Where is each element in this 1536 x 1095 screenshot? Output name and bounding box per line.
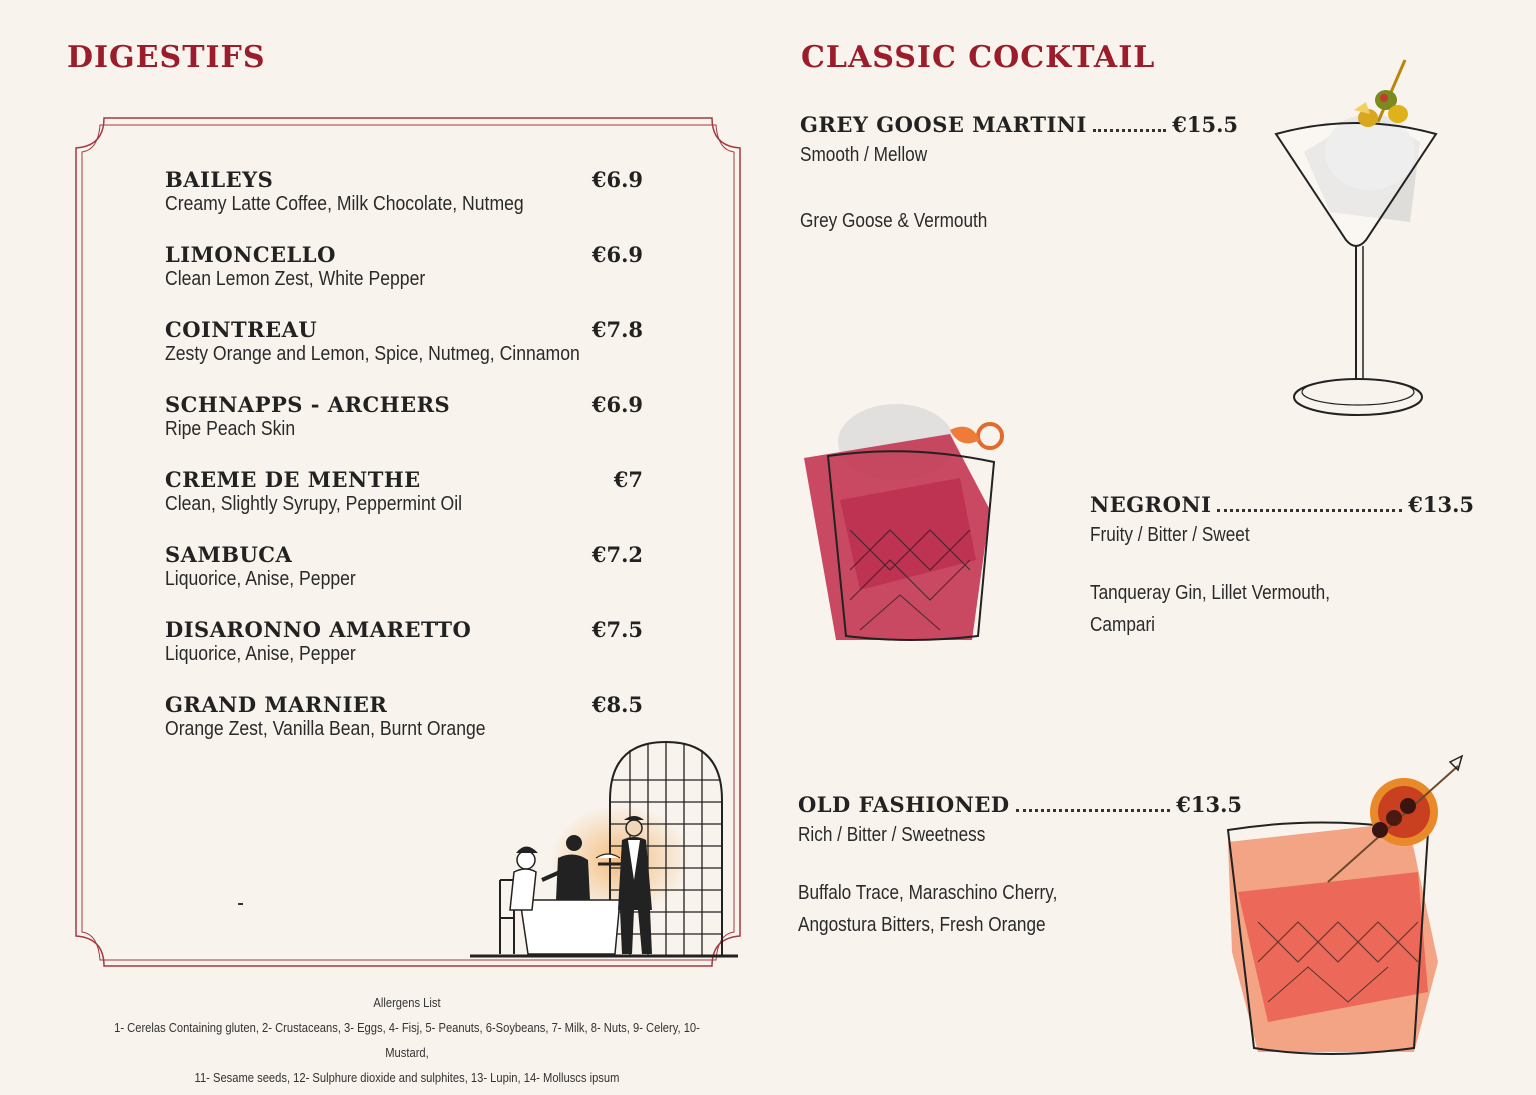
digestif-item (165, 617, 643, 677)
dot-leader (1093, 129, 1166, 132)
item-name: SAMBUCA (165, 542, 293, 567)
item-name: BAILEYS (165, 167, 274, 192)
item-description: Liquorice, Anise, Pepper (165, 568, 356, 590)
digestifs-title: DIGESTIFS (67, 40, 266, 75)
item-price: €15.5 (1172, 112, 1238, 137)
item-price: €7.8 (591, 317, 643, 342)
cocktail-item-old-fashioned (798, 792, 1242, 941)
allergens-line-1: 1- Cerelas Containing gluten, 2- Crustaceans, 3- Eggs, 4- Fisj, 5- Peanuts, 6-Soybeans, 7- Milk, 8- Nuts, 9- Celery, 10- Mustard, (114, 1020, 700, 1060)
item-name: CREME DE MENTHE (165, 467, 421, 492)
item-name: DISARONNO AMARETTO (165, 617, 472, 642)
digestif-item (165, 542, 643, 602)
digestif-item (165, 392, 643, 452)
dot-leader (1016, 809, 1171, 812)
ingredients: Grey Goose & Vermouth (800, 210, 988, 232)
digestif-item (165, 167, 643, 227)
cocktails-title: CLASSIC COCKTAIL (801, 40, 1156, 75)
decorative-dash (238, 903, 243, 905)
item-description: Liquorice, Anise, Pepper (165, 643, 356, 665)
item-price: €8.5 (591, 692, 643, 717)
item-price: €13.5 (1408, 492, 1474, 517)
ingredients-line-1: Buffalo Trace, Maraschino Cherry, (798, 882, 1058, 904)
cocktail-item-negroni (1090, 492, 1474, 641)
flavor-profile: Smooth / Mellow (800, 144, 928, 166)
item-price: €6.9 (591, 242, 643, 267)
item-price: €7.5 (591, 617, 643, 642)
item-description: Zesty Orange and Lemon, Spice, Nutmeg, Cinnamon (165, 343, 580, 365)
item-name: LIMONCELLO (165, 242, 336, 267)
digestif-item (165, 242, 643, 302)
digestif-item (165, 317, 643, 377)
ingredients-line-2: Angostura Bitters, Fresh Orange (798, 914, 1046, 936)
item-name: OLD FASHIONED (798, 792, 1010, 817)
allergens-line-2: 11- Sesame seeds, 12- Sulphure dioxide and sulphites, 13- Lupin, 14- Molluscs ipsum (194, 1070, 620, 1085)
ingredients-line-1: Tanqueray Gin, Lillet Vermouth, (1090, 582, 1330, 604)
restaurant-scene-illustration (470, 740, 738, 962)
item-price: €7.2 (591, 542, 643, 567)
allergens-title: Allergens List (373, 995, 441, 1010)
item-name: GRAND MARNIER (165, 692, 388, 717)
item-description: Creamy Latte Coffee, Milk Chocolate, Nutmeg (165, 193, 524, 215)
item-description: Clean, Slightly Syrupy, Peppermint Oil (165, 493, 463, 515)
flavor-profile: Rich / Bitter / Sweetness (798, 824, 986, 846)
digestif-item (165, 467, 643, 527)
old-fashioned-glass-illustration (1218, 752, 1468, 1064)
item-price: €7 (613, 467, 643, 492)
item-description: Clean Lemon Zest, White Pepper (165, 268, 426, 290)
cocktail-item-grey-goose-martini (800, 112, 1238, 237)
item-price: €13.5 (1176, 792, 1242, 817)
item-price: €6.9 (591, 392, 643, 417)
item-price: €6.9 (591, 167, 643, 192)
allergens-block (109, 990, 706, 1090)
negroni-glass-illustration (800, 400, 1012, 644)
item-description: Orange Zest, Vanilla Bean, Burnt Orange (165, 718, 486, 740)
martini-glass-illustration (1270, 52, 1442, 424)
dot-leader (1217, 509, 1402, 512)
ingredients-line-2: Campari (1090, 614, 1155, 636)
item-name: NEGRONI (1090, 492, 1212, 517)
flavor-profile: Fruity / Bitter / Sweet (1090, 524, 1250, 546)
item-name: SCHNAPPS - ARCHERS (165, 392, 451, 417)
item-name: GREY GOOSE MARTINI (800, 112, 1087, 137)
item-description: Ripe Peach Skin (165, 418, 296, 440)
item-name: COINTREAU (165, 317, 318, 342)
